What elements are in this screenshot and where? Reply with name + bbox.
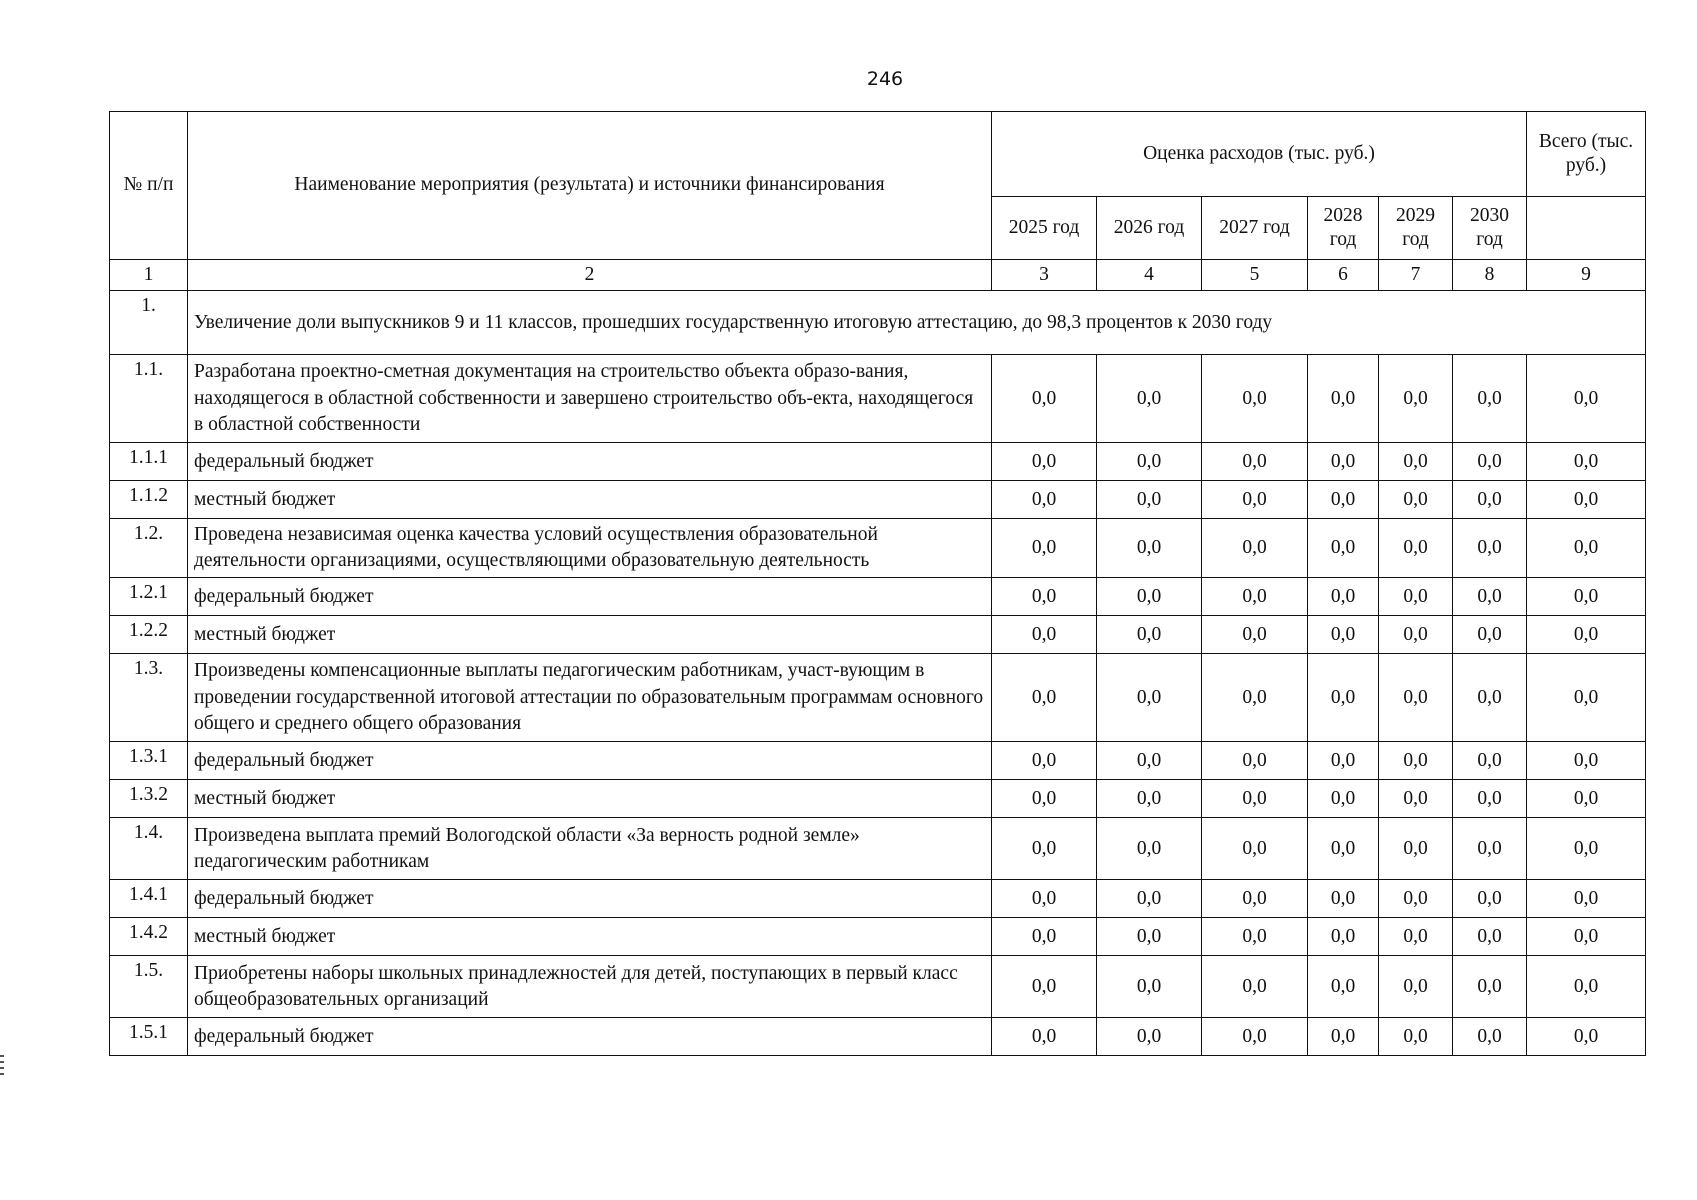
row-year-value: 0,0 — [992, 818, 1097, 880]
row-name: федеральный бюджет — [188, 742, 992, 780]
row-year-value: 0,0 — [1097, 742, 1202, 780]
row-total-value: 0,0 — [1527, 443, 1646, 481]
row-num: 1.1. — [110, 355, 188, 443]
row-num: 1.3. — [110, 654, 188, 742]
col-number: 7 — [1379, 260, 1453, 291]
row-year-value: 0,0 — [1202, 918, 1308, 956]
header-year: 2028 год — [1308, 197, 1379, 260]
row-num: 1.4. — [110, 818, 188, 880]
row-year-value: 0,0 — [1308, 918, 1379, 956]
row-total-value: 0,0 — [1527, 1018, 1646, 1056]
table-row — [110, 443, 1646, 481]
row-year-value: 0,0 — [1453, 654, 1527, 742]
row-year-value: 0,0 — [1308, 481, 1379, 519]
header-col-num: № п/п — [110, 112, 188, 260]
row-year-value: 0,0 — [1453, 578, 1527, 616]
row-num: 1.4.1 — [110, 880, 188, 918]
row-year-value: 0,0 — [1453, 616, 1527, 654]
row-year-value: 0,0 — [1097, 355, 1202, 443]
row-year-value: 0,0 — [1202, 880, 1308, 918]
col-number: 8 — [1453, 260, 1527, 291]
row-year-value: 0,0 — [1453, 880, 1527, 918]
row-year-value: 0,0 — [1097, 918, 1202, 956]
row-year-value: 0,0 — [1308, 742, 1379, 780]
row-name: местный бюджет — [188, 780, 992, 818]
page-number: 246 — [866, 68, 904, 90]
row-year-value: 0,0 — [1453, 519, 1527, 578]
row-year-value: 0,0 — [992, 654, 1097, 742]
col-number: 4 — [1097, 260, 1202, 291]
row-total-value: 0,0 — [1527, 918, 1646, 956]
row-year-value: 0,0 — [1097, 880, 1202, 918]
row-year-value: 0,0 — [1379, 481, 1453, 519]
row-total-value: 0,0 — [1527, 616, 1646, 654]
row-num: 1.2.2 — [110, 616, 188, 654]
row-year-value: 0,0 — [1453, 818, 1527, 880]
row-year-value: 0,0 — [1202, 742, 1308, 780]
table-row — [110, 481, 1646, 519]
table-row — [110, 1018, 1646, 1056]
row-year-value: 0,0 — [1202, 519, 1308, 578]
col-number: 3 — [992, 260, 1097, 291]
row-name: Произведены компенсационные выплаты педагогическим работникам, участ-вующим в проведении государственной итоговой аттестации по образовательным программам основного общего и среднего общего образования — [188, 654, 992, 742]
row-year-value: 0,0 — [992, 481, 1097, 519]
header-total-blank — [1527, 197, 1646, 260]
table-row — [110, 654, 1646, 742]
row-year-value: 0,0 — [1379, 654, 1453, 742]
row-year-value: 0,0 — [1202, 1018, 1308, 1056]
row-year-value: 0,0 — [1308, 616, 1379, 654]
row-year-value: 0,0 — [992, 880, 1097, 918]
row-year-value: 0,0 — [1097, 956, 1202, 1018]
header-year: 2029 год — [1379, 197, 1453, 260]
row-name: Разработана проектно-сметная документация на строительство объекта образо-вания, находящегося в областной собственности и завершено строительство объ-екта, находящегося в областной собственности — [188, 355, 992, 443]
table-row — [110, 355, 1646, 443]
table-row — [110, 956, 1646, 1018]
row-year-value: 0,0 — [1097, 578, 1202, 616]
row-total-value: 0,0 — [1527, 654, 1646, 742]
row-num: 1.1.1 — [110, 443, 188, 481]
row-year-value: 0,0 — [1202, 654, 1308, 742]
header-row-1 — [110, 112, 1646, 197]
row-total-value: 0,0 — [1527, 519, 1646, 578]
row-year-value: 0,0 — [1453, 443, 1527, 481]
row-year-value: 0,0 — [1308, 654, 1379, 742]
header-year: 2027 год — [1202, 197, 1308, 260]
row-year-value: 0,0 — [992, 616, 1097, 654]
row-year-value: 0,0 — [1453, 918, 1527, 956]
row-name: Произведена выплата премий Вологодской области «За верность родной земле» педагогическим работникам — [188, 818, 992, 880]
row-year-value: 0,0 — [1453, 780, 1527, 818]
row-year-value: 0,0 — [1308, 1018, 1379, 1056]
table-row — [110, 780, 1646, 818]
row-total-value: 0,0 — [1527, 880, 1646, 918]
table-row — [110, 742, 1646, 780]
table-row — [110, 818, 1646, 880]
row-year-value: 0,0 — [1308, 780, 1379, 818]
budget-table — [109, 111, 1646, 1056]
row-year-value: 0,0 — [1379, 355, 1453, 443]
row-year-value: 0,0 — [1202, 481, 1308, 519]
table-row — [110, 578, 1646, 616]
row-year-value: 0,0 — [1453, 1018, 1527, 1056]
row-year-value: 0,0 — [1379, 818, 1453, 880]
row-year-value: 0,0 — [992, 742, 1097, 780]
table-row — [110, 918, 1646, 956]
col-number: 1 — [110, 260, 188, 291]
row-name: федеральный бюджет — [188, 1018, 992, 1056]
row-year-value: 0,0 — [1453, 742, 1527, 780]
row-year-value: 0,0 — [1097, 443, 1202, 481]
section-row — [110, 291, 1646, 355]
table-row — [110, 519, 1646, 578]
col-number: 9 — [1527, 260, 1646, 291]
row-year-value: 0,0 — [1453, 481, 1527, 519]
header-year: 2025 год — [992, 197, 1097, 260]
row-year-value: 0,0 — [1202, 443, 1308, 481]
row-year-value: 0,0 — [992, 956, 1097, 1018]
col-number: 5 — [1202, 260, 1308, 291]
row-year-value: 0,0 — [1453, 355, 1527, 443]
row-year-value: 0,0 — [1097, 654, 1202, 742]
header-year: 2026 год — [1097, 197, 1202, 260]
row-year-value: 0,0 — [992, 443, 1097, 481]
row-total-value: 0,0 — [1527, 780, 1646, 818]
row-year-value: 0,0 — [992, 918, 1097, 956]
row-year-value: 0,0 — [1308, 519, 1379, 578]
row-num: 1.1.2 — [110, 481, 188, 519]
header-row-col-numbers — [110, 260, 1646, 291]
row-year-value: 0,0 — [1308, 355, 1379, 443]
margin-marks — [0, 1055, 4, 1079]
row-year-value: 0,0 — [1097, 818, 1202, 880]
row-num: 1.4.2 — [110, 918, 188, 956]
row-year-value: 0,0 — [1202, 355, 1308, 443]
row-name: Приобретены наборы школьных принадлежностей для детей, поступающих в первый класс общеобразовательных организаций — [188, 956, 992, 1018]
row-total-value: 0,0 — [1527, 818, 1646, 880]
row-year-value: 0,0 — [1308, 956, 1379, 1018]
row-name: местный бюджет — [188, 616, 992, 654]
table-row — [110, 616, 1646, 654]
row-year-value: 0,0 — [1453, 956, 1527, 1018]
row-total-value: 0,0 — [1527, 481, 1646, 519]
row-name: местный бюджет — [188, 481, 992, 519]
row-total-value: 0,0 — [1527, 578, 1646, 616]
row-name: федеральный бюджет — [188, 443, 992, 481]
header-col-total: Всего (тыс. руб.) — [1527, 112, 1646, 197]
section-title: Увеличение доли выпускников 9 и 11 классов, прошедших государственную итоговую аттестацию, до 98,3 процентов к 2030 году — [188, 291, 1646, 355]
section-num: 1. — [110, 291, 188, 355]
header-col-estimate: Оценка расходов (тыс. руб.) — [992, 112, 1527, 197]
row-name: федеральный бюджет — [188, 880, 992, 918]
row-year-value: 0,0 — [1202, 616, 1308, 654]
header-col-name: Наименование мероприятия (результата) и источники финансирования — [188, 112, 992, 260]
row-year-value: 0,0 — [1202, 818, 1308, 880]
col-number: 6 — [1308, 260, 1379, 291]
row-num: 1.2.1 — [110, 578, 188, 616]
row-year-value: 0,0 — [1379, 1018, 1453, 1056]
row-name: местный бюджет — [188, 918, 992, 956]
row-year-value: 0,0 — [1379, 519, 1453, 578]
row-year-value: 0,0 — [1308, 443, 1379, 481]
row-num: 1.3.1 — [110, 742, 188, 780]
row-year-value: 0,0 — [992, 1018, 1097, 1056]
row-year-value: 0,0 — [992, 519, 1097, 578]
row-num: 1.5. — [110, 956, 188, 1018]
row-year-value: 0,0 — [1379, 780, 1453, 818]
row-year-value: 0,0 — [992, 780, 1097, 818]
row-year-value: 0,0 — [1379, 880, 1453, 918]
row-year-value: 0,0 — [1379, 443, 1453, 481]
row-year-value: 0,0 — [1097, 616, 1202, 654]
row-name: федеральный бюджет — [188, 578, 992, 616]
header-year: 2030 год — [1453, 197, 1527, 260]
row-year-value: 0,0 — [992, 578, 1097, 616]
row-year-value: 0,0 — [992, 355, 1097, 443]
row-num: 1.3.2 — [110, 780, 188, 818]
row-year-value: 0,0 — [1308, 818, 1379, 880]
row-num: 1.5.1 — [110, 1018, 188, 1056]
row-total-value: 0,0 — [1527, 742, 1646, 780]
row-year-value: 0,0 — [1379, 742, 1453, 780]
row-year-value: 0,0 — [1308, 880, 1379, 918]
row-total-value: 0,0 — [1527, 355, 1646, 443]
row-year-value: 0,0 — [1202, 956, 1308, 1018]
row-year-value: 0,0 — [1379, 956, 1453, 1018]
row-year-value: 0,0 — [1097, 481, 1202, 519]
row-year-value: 0,0 — [1202, 780, 1308, 818]
col-number: 2 — [188, 260, 992, 291]
table-row — [110, 880, 1646, 918]
row-year-value: 0,0 — [1097, 1018, 1202, 1056]
row-year-value: 0,0 — [1097, 780, 1202, 818]
row-year-value: 0,0 — [1308, 578, 1379, 616]
row-year-value: 0,0 — [1379, 578, 1453, 616]
row-year-value: 0,0 — [1202, 578, 1308, 616]
row-num: 1.2. — [110, 519, 188, 578]
row-name: Проведена независимая оценка качества условий осуществления образовательной деятельности организациями, осуществляющими образовательную деятельность — [188, 519, 992, 578]
row-year-value: 0,0 — [1379, 918, 1453, 956]
row-year-value: 0,0 — [1097, 519, 1202, 578]
row-year-value: 0,0 — [1379, 616, 1453, 654]
row-total-value: 0,0 — [1527, 956, 1646, 1018]
